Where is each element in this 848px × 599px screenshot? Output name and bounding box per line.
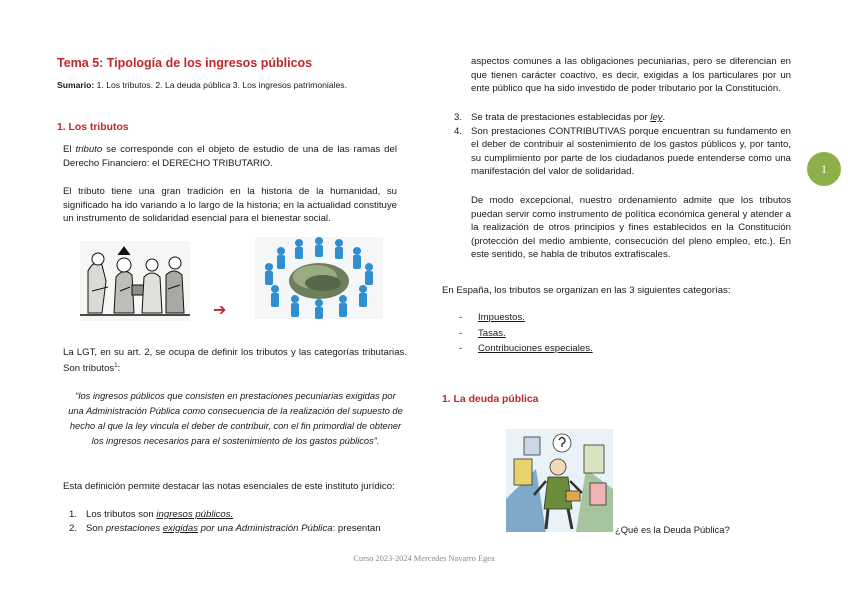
p1-c: se corresponde con el objeto de estudio de una de las ramas del Derecho Financiero: el DERECHO TRIBUTARIO. <box>63 144 397 169</box>
paragraph-lgt <box>63 346 407 375</box>
sumario-label: Sumario: <box>57 80 95 90</box>
paragraph-categorias: En España, los tributos se organizan en las 3 siguientes categorías: <box>442 285 731 296</box>
item-number: 4. <box>454 125 463 137</box>
item-emphasis-2: por una Administración Pública <box>198 522 333 534</box>
p3-end: : <box>117 362 121 374</box>
item-emphasis-ley: ley <box>650 112 663 123</box>
notas-list-left <box>69 508 408 535</box>
list-item[interactable]: - Impuestos. <box>459 312 525 323</box>
page-number-badge: 1 <box>807 152 841 186</box>
arrow-right-icon: ➔ <box>213 302 227 319</box>
item-text: Son <box>86 522 106 534</box>
category-impuestos[interactable]: Impuestos. <box>478 312 525 323</box>
page-title: Tema 5: Tipología de los ingresos públicos <box>57 56 313 70</box>
list-item[interactable]: - Tasas. <box>459 327 506 339</box>
item-number: 2. <box>69 522 78 534</box>
section-heading-deuda: 1. La deuda pública <box>442 394 539 405</box>
item-text-end: . <box>662 112 666 123</box>
item-text: Son prestaciones CONTRIBUTIVAS porque encuentran su fundamento en el deber de contribuir al sostenimiento de los gastos públicos y, por tanto, su cumplimiento por parte de los ciudadanos puede entenderse como una manifestación del valor de solidaridad. <box>471 125 791 178</box>
woodcut-tax-collection-image <box>80 241 190 321</box>
sumario-text: 1. Los tributos. 2. La deuda pública 3. Los ingresos patrimoniales. <box>94 80 347 90</box>
definition-quote: “los ingresos públicos que consisten en prestaciones pecuniarias exigidas por una Administración Pública como consecuencia de la realización del supuesto de hecho al que la ley vincula el deber de contribuir, con el fin primordial de obtener los ingresos necesarios para el sostenimiento de los gastos públicos”. <box>68 391 403 446</box>
item-text-end: : presentan <box>332 522 381 534</box>
paragraph-tributo-intro <box>63 143 397 170</box>
page-footer: Curso 2023-2024 Mercedes Navarro Egea <box>353 554 495 563</box>
category-contribuciones[interactable]: Contribuciones especiales. <box>478 343 593 354</box>
deuda-publica-cartoon-image <box>506 429 613 532</box>
paragraph-extrafiscales: De modo excepcional, nuestro ordenamiento admite que los tributos puedan servir como instrumento de política económica general y atender a la realización de otros principios y fines establecidos en la Constitución (protección del medio ambiente, consecución del pleno empleo, etc.). En este sentido, se habla de tributos extrafiscales. <box>471 195 791 261</box>
list-item <box>69 508 408 522</box>
item-text: Los tributos son <box>86 509 157 520</box>
section-heading-tributos: 1. Los tributos <box>57 122 129 133</box>
list-item[interactable]: - Contribuciones especiales. <box>459 343 593 354</box>
item-emphasis: ingresos públicos. <box>156 509 234 520</box>
people-around-money-image <box>255 237 383 319</box>
paragraph-notas-esenciales: Esta definición permite destacar las notas esenciales de este instituto jurídico: <box>63 481 395 492</box>
p1-a: El <box>63 144 76 155</box>
item-number: 1. <box>69 509 78 520</box>
list-item <box>69 522 408 536</box>
p1-tributo-italic: tributo <box>75 144 103 155</box>
footnote-marker[interactable]: 1 <box>114 362 118 369</box>
item-number: 3. <box>454 112 463 123</box>
p3-text: La LGT, en su art. 2, se ocupa de definir los tributos y las categorías tributarias. Son tributos <box>63 347 407 374</box>
item-emphasis: prestaciones <box>105 522 163 534</box>
item-text: Se trata de prestaciones establecidas por <box>471 112 651 123</box>
item-emphasis-underlined: exigidas <box>162 522 199 534</box>
list-item <box>454 111 791 125</box>
deuda-caption: ¿Qué es la Deuda Pública? <box>615 524 730 535</box>
categories-list <box>459 310 593 357</box>
notas-list-right <box>454 111 791 179</box>
paragraph-tradicion: El tributo tiene una gran tradición en la historia de la humanidad, su significado ha ido variando a lo largo de la historia; en la actualidad constituye un instrumento de solidaridad esencial para el bienestar social. <box>63 186 397 225</box>
sumario <box>57 80 347 90</box>
list-item <box>454 125 791 179</box>
paragraph-continuation: aspectos comunes a las obligaciones pecuniarias, pero se diferencian en que tienen carácter coactivo, es decir, exigidas a los particulares por un ente público que ha sido investido de poder tributario por la Constitución. <box>471 56 791 95</box>
category-tasas[interactable]: Tasas. <box>478 327 506 339</box>
